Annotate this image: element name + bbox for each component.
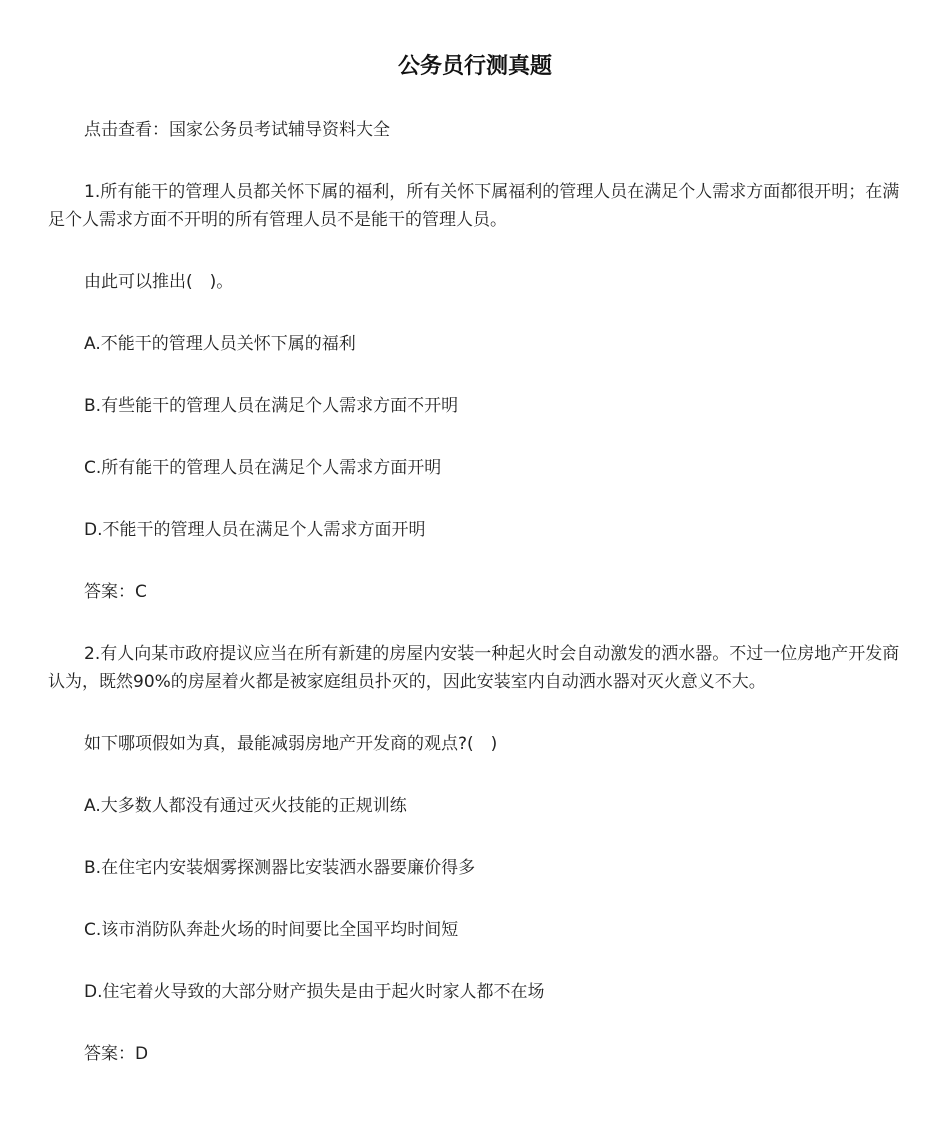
question-1-stem: 1.所有能干的管理人员都关怀下属的福利，所有关怀下属福利的管理人员在满足个人需求方面都很开明；在满足个人需求方面不开明的所有管理人员不是能干的管理人员。	[48, 182, 900, 230]
question-1-option-d: D.不能干的管理人员在满足个人需求方面开明	[84, 520, 426, 540]
question-2-prompt: 如下哪项假如为真，最能减弱房地产开发商的观点?( )	[84, 734, 498, 754]
question-1-option-c: C.所有能干的管理人员在满足个人需求方面开明	[84, 458, 442, 478]
question-2-answer: 答案：D	[84, 1044, 149, 1064]
resource-link[interactable]: 点击查看：国家公务员考试辅导资料大全	[84, 120, 390, 140]
question-2-option-d: D.住宅着火导致的大部分财产损失是由于起火时家人都不在场	[84, 982, 545, 1002]
question-1-option-b: B.有些能干的管理人员在满足个人需求方面不开明	[84, 396, 459, 416]
question-1-answer: 答案：C	[84, 582, 147, 602]
question-2-option-b: B.在住宅内安装烟雾探测器比安装洒水器要廉价得多	[84, 858, 476, 878]
question-1-prompt: 由此可以推出( )。	[84, 272, 234, 292]
question-2-option-c: C.该市消防队奔赴火场的时间要比全国平均时间短	[84, 920, 459, 940]
question-1-option-a: A.不能干的管理人员关怀下属的福利	[84, 334, 356, 354]
page-title: 公务员行测真题	[397, 54, 552, 79]
question-2-stem: 2.有人向某市政府提议应当在所有新建的房屋内安装一种起火时会自动激发的洒水器。不过一位房地产开发商认为，既然90%的房屋着火都是被家庭组员扑灭的，因此安装室内自动洒水器对灭火意义不大。	[48, 644, 900, 692]
question-2-option-a: A.大多数人都没有通过灭火技能的正规训练	[84, 796, 407, 816]
